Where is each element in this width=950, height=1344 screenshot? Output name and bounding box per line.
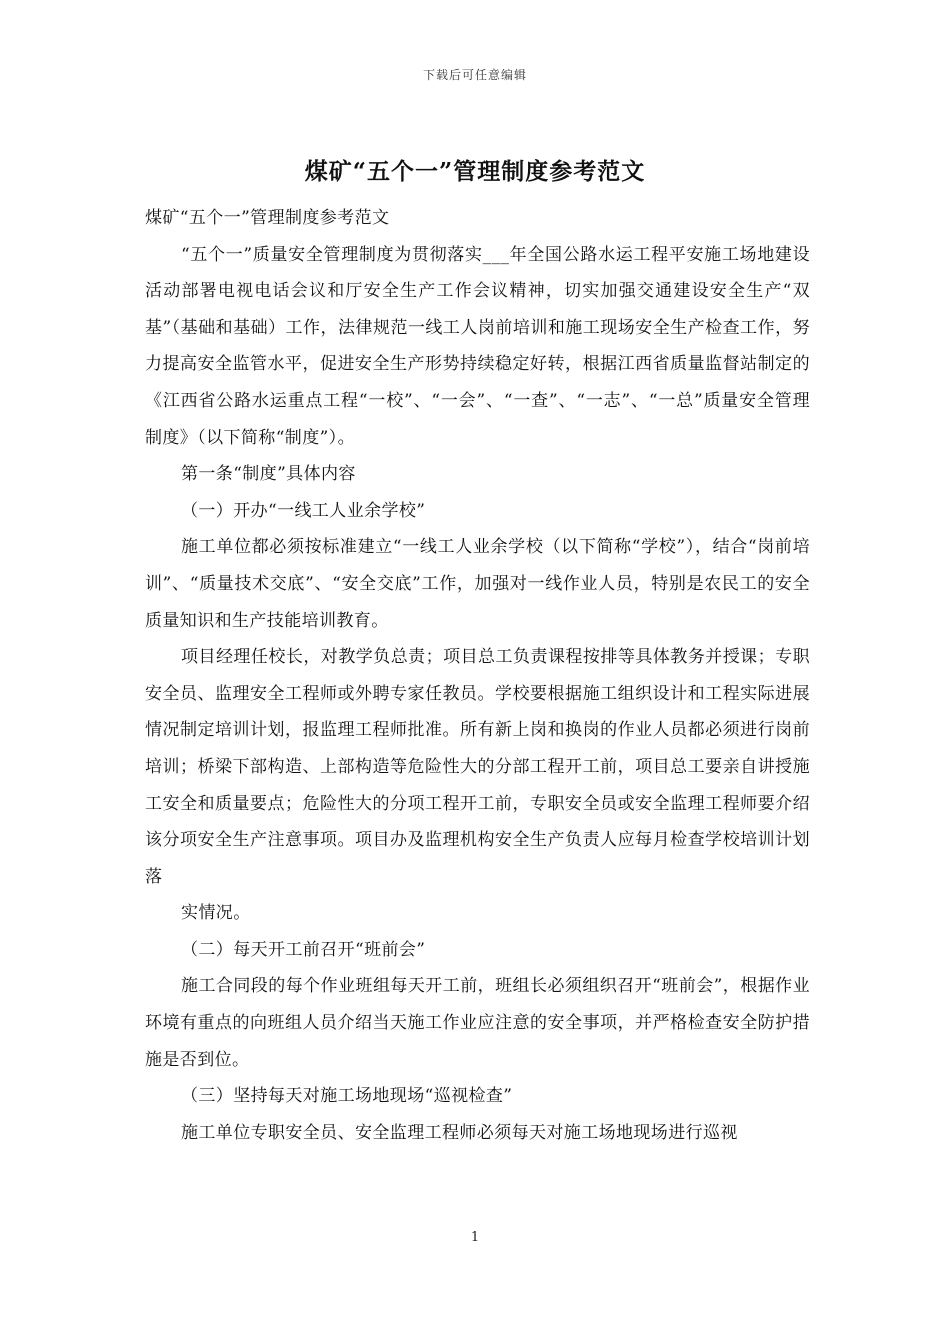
paragraph: 施工合同段的每个作业班组每天开工前，班组长必须组织召开“班前会”，根据作业环境有重点的向班组人员介绍当天施工作业应注意的安全事项，并严格检查安全防护措施是否到位。 xyxy=(145,976,810,1070)
paragraph: 煤矿“五个一”管理制度参考范文 xyxy=(145,208,390,228)
paragraph: （一）开办“一线工人业余学校” xyxy=(181,500,426,521)
page-number: 1 xyxy=(470,1230,480,1245)
paragraph: 施工单位都必须按标准建立“一线工人业余学校（以下简称“学校”），结合“岗前培训”、“质量技术交底”、“安全交底”工作，加强对一线作业人员，特别是农民工的安全质量知识和生产技能培训教育。 xyxy=(145,537,810,631)
paragraph: 实情况。 xyxy=(181,903,251,924)
paragraph: 第一条“制度”具体内容 xyxy=(181,464,356,485)
paragraph: （二）每天开工前召开“班前会” xyxy=(181,939,426,960)
paragraph: 施工单位专职安全员、安全监理工程师必须每天对施工场地现场进行巡视 xyxy=(181,1122,738,1143)
document-title: 煤矿“五个一”管理制度参考范文 xyxy=(304,158,646,185)
header-note: 下载后可任意编辑 xyxy=(422,68,527,82)
paragraph: （三）坚持每天对施工场地现场“巡视检查” xyxy=(181,1086,513,1107)
paragraph: “五个一”质量安全管理制度为贯彻落实___年全国公路水运工程平安施工场地建设活动部署电视电话会议和厅安全生产工作会议精神，切实加强交通建设安全生产“双基”（基础和基础）工作，法律规范一线工人岗前培训和施工现场安全生产检查工作，努力提高安全监管水平，促进安全生产形势持续稳定好转，根据江西省质量监督站制定的《江西省公路水运重点工程“一校”、“一会”、“一查”、“一志”、“一总”质量安全管理制度》（以下简称“制度”）。 xyxy=(145,244,810,448)
document-body xyxy=(145,200,810,1151)
paragraph: 项目经理任校长，对教学负总责；项目总工负责课程按排等具体教务并授课；专职安全员、监理安全工程师或外聘专家任教员。学校要根据施工组织设计和工程实际进展情况制定培训计划，报监理工程师批准。所有新上岗和换岗的作业人员都必须进行岗前培训；桥梁下部构造、上部构造等危险性大的分部工程开工前，项目总工要亲自讲授施工安全和质量要点；危险性大的分项工程开工前，专职安全员或安全监理工程师要介绍该分项安全生产注意事项。项目办及监理机构安全生产负责人应每月检查学校培训计划落 xyxy=(145,647,810,887)
